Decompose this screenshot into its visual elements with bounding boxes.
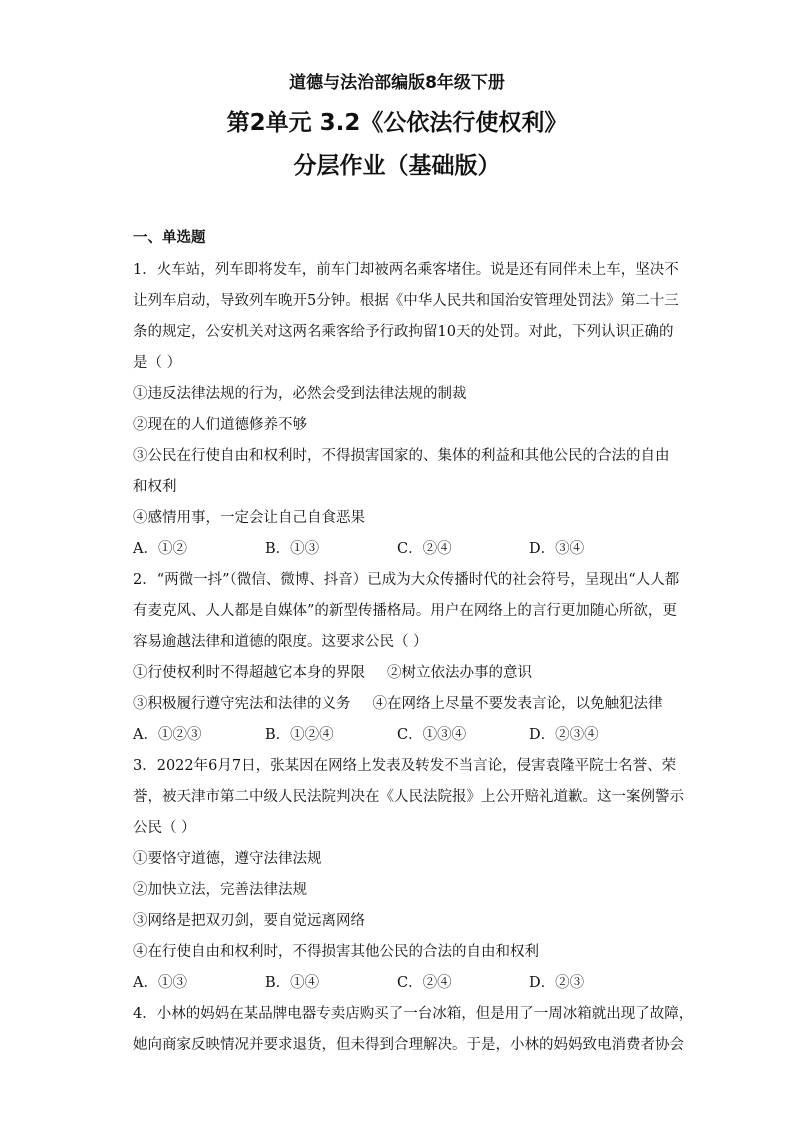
question-stem-line: 有麦克风、人人都是自媒体”的新型传播格局。用户在网络上的言行更加随心所欲，更 [133,603,677,619]
statement-item-pair [133,658,661,689]
question-stem-line: 3．2022年6月7日，张某因在网络上发表及转发不当言论，侵害袁隆平院士名誉、荣 [133,758,677,774]
question-3 [133,751,684,999]
question-stem-line: 她向商家反映情况并要求退货，但未得到合理解决。于是，小林的妈妈致电消费者协会 [133,1037,684,1053]
question-stem-line: 2．“两微一抖”（微信、微博、抖音）已成为大众传播时代的社会符号，呈现出“人人都 [133,572,680,588]
statement-item: ④感情用事，一定会让自己自食恶果 [133,510,365,526]
statement-item: ②现在的人们道德修养不够 [133,417,307,433]
statement-item: ②树立依法办事的意识 [387,665,532,681]
option-b: B．①③ [265,541,320,557]
section-heading: 一、单选题 [133,230,206,246]
statement-item: 和权利 [133,479,177,495]
statement-item: ①行使权利时不得超越它本身的界限 [133,665,365,681]
question-stem-line: 4．小林的妈妈在某品牌电器专卖店购买了一台冰箱，但是用了一周冰箱就出现了故障， [133,1006,694,1022]
question-stem-line: 公民（ ） [133,820,196,836]
question-stem-line: 容易逾越法律和道德的限度。这要求公民（ ） [133,634,428,650]
statement-item: ③网络是把双刃剑，要自觉远离网络 [133,913,365,929]
question-4 [133,999,694,1061]
statement-item: ④在行使自由和权利时，不得损害其他公民的合法的自由和权利 [133,944,539,960]
question-stem-line: 是（ ） [133,355,182,371]
option-a: A．①③ [133,975,187,991]
option-c: C．①③④ [397,727,467,743]
statement-item: ③公民在行使自由和权利时，不得损害国家的、集体的利益和其他公民的合法的自由 [133,448,670,464]
question-stem-line: 誉，被天津市第二中级人民法院判决在《人民法院报》上公开赔礼道歉。这一案例警示 [133,789,684,805]
statement-item: ④在网络上尽量不要发表言论，以免触犯法律 [372,696,663,712]
question-stem-line: 条的规定，公安机关对这两名乘客给予行政拘留10天的处罚。对此，下列认识正确的 [133,324,674,340]
question-2 [133,565,680,751]
option-d: D．③④ [529,541,585,557]
option-d: D．②③ [529,975,585,991]
question-stem-line: 让列车启动，导致列车晚开5分钟。根据《中华人民共和国治安管理处罚法》第二十三 [133,293,679,309]
statement-item: ①违反法律法规的行为，必然会受到法律法规的制裁 [133,386,467,402]
answer-options [133,720,661,751]
statement-item-pair [133,689,661,720]
option-c: C．②④ [397,975,452,991]
option-b: B．①②④ [265,727,334,743]
answer-options [133,968,661,999]
option-c: C．②④ [397,541,452,557]
question-list [133,255,694,1061]
option-b: B．①④ [265,975,320,991]
question-1 [133,255,679,565]
option-d: D．②③④ [529,727,599,743]
option-a: A．①② [133,541,187,557]
document-series-title: 道德与法治部编版8年级下册 [289,73,505,93]
statement-item: ①要恪守道德，遵守法律法规 [133,851,322,867]
answer-options [133,534,661,565]
option-a: A．①②③ [133,727,202,743]
document-unit-title: 第2单元 3.2《公依法行使权利》 [226,110,568,136]
statement-item: ③积极履行遵守宪法和法律的义务 [133,696,351,712]
statement-item: ②加快立法，完善法律法规 [133,882,307,898]
question-stem-line: 1．火车站，列车即将发车，前车门却被两名乘客堵住。说是还有同伴未上车，坚决不 [133,262,679,278]
document-subtitle: 分层作业（基础版） [293,153,501,179]
